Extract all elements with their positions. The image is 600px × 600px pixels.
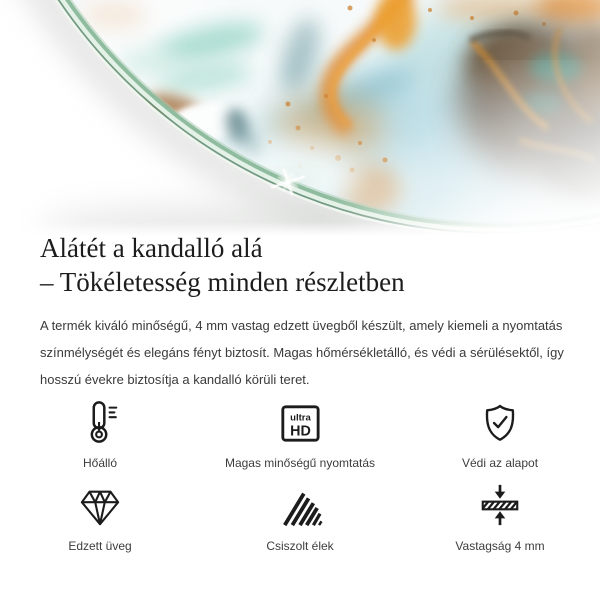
feature-label: Edzett üveg [68, 539, 132, 553]
feature-item-thickness [400, 482, 600, 553]
ultra-hd-icon [277, 399, 323, 445]
feature-label: Magas minőségű nyomtatás [224, 456, 376, 470]
feature-item-protects-base [400, 399, 600, 470]
thickness-icon [477, 482, 523, 528]
product-info-section [40, 231, 572, 393]
feature-label: Védi az alapot [461, 456, 539, 470]
feature-grid [0, 399, 600, 553]
feature-item-polished-edges [200, 482, 400, 553]
feature-label: Csiszolt élek [266, 539, 334, 553]
feature-label: Hőálló [82, 456, 118, 470]
product-description: A termék kiváló minőségű, 4 mm vastag edzett üvegből készült, amely kiemeli a nyomtatás színmélységét és elegáns fényt biztosít. Magas hőmérsékletálló, és védi a sérülésektől, így hosszú évekre biztosítja a kandalló körüli teret. [40, 318, 564, 387]
shield-check-icon [478, 399, 522, 445]
glass-disc-photo [0, 0, 600, 236]
page-title [40, 231, 572, 299]
thermometer-icon [77, 399, 123, 445]
feature-item-ultra-hd-print [200, 399, 400, 470]
feature-item-heat-resistant [0, 399, 200, 470]
page-title-line1: Alátét a kandalló alá [40, 233, 263, 263]
product-image [0, 0, 600, 236]
svg-text:HD: HD [290, 423, 311, 440]
page-title-line2: – Tökéletesség minden részletben [40, 267, 405, 297]
diamond-icon [77, 482, 123, 528]
feature-item-tempered-glass [0, 482, 200, 553]
svg-text:ultra: ultra [290, 412, 311, 424]
feature-label: Vastagság 4 mm [455, 539, 545, 553]
polished-edges-icon [277, 482, 323, 528]
